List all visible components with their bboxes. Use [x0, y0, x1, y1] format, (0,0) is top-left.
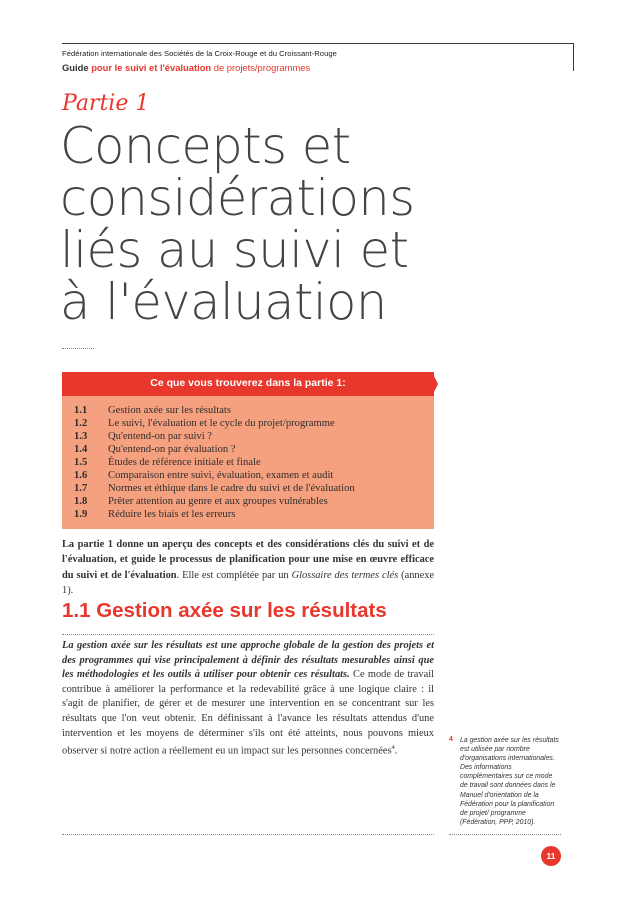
guide-title-part2: pour le suivi et l'évaluation	[91, 62, 212, 73]
contents-box-heading: Ce que vous trouverez dans la partie 1:	[62, 372, 434, 396]
part-label: Partie 1	[62, 91, 150, 116]
section-heading: 1.1 Gestion axée sur les résultats	[62, 599, 387, 622]
guide-title	[62, 62, 310, 73]
contents-item-text: Qu'entend-on par suivi ?	[108, 431, 212, 442]
contents-item-number: 1.1	[74, 405, 88, 416]
section-divider	[62, 634, 434, 635]
contents-item	[74, 483, 355, 494]
part-title	[60, 117, 415, 331]
contents-item	[74, 418, 335, 429]
contents-item-number: 1.4	[74, 444, 88, 455]
footnote-reference: 4	[391, 744, 395, 752]
guide-title-part3: de projets/programmes	[213, 62, 311, 73]
intro-paragraph	[62, 537, 434, 599]
section-lead: La gestion axée sur les résultats est une approche globale de la gestion des projets et des programmes qui vise principalement à définir des résultats mesurables ainsi que les méthodologies et les outils à utiliser pour obtenir ces résultats.	[62, 640, 434, 681]
header-tick	[573, 43, 574, 71]
contents-item-text: Prêter attention au genre et aux groupes vulnérables	[108, 496, 328, 507]
contents-item-text: Gestion axée sur les résultats	[108, 405, 231, 416]
glossary-reference: Glossaire des termes clés	[291, 569, 399, 581]
intro-text: . Elle est complétée par un	[176, 569, 292, 581]
contents-item-text: Qu'entend-on par évaluation ?	[108, 444, 236, 455]
intro-tail: (annexe 1).	[62, 569, 435, 597]
contents-item-number: 1.2	[74, 418, 88, 429]
contents-item	[74, 405, 231, 416]
contents-item	[74, 444, 236, 455]
section-text: Ce mode de travail contribue à améliorer la performance et la redevabilité grâce à une logique claire : il s'agit de planifier, de gérer et de mesurer une intervention en se concentrant sur les résultats que l'on veut obtenir. En définissant à l'avance les résultats attendus d'une intervention et les moyens de déterminer s'ils ont été atteints, nous pouvons mieux observer si notre action a réellement eu un impact sur les personnes concernées	[62, 669, 434, 757]
contents-item-number: 1.3	[74, 431, 88, 442]
footnote-divider	[449, 834, 561, 835]
contents-box-tab-tip	[432, 372, 438, 396]
contents-item	[74, 457, 261, 468]
contents-item-text: Normes et éthique dans le cadre du suivi et de l'évaluation	[108, 483, 355, 494]
contents-item-number: 1.7	[74, 483, 88, 494]
contents-item-number: 1.9	[74, 509, 88, 520]
guide-title-part1: Guide	[62, 62, 89, 73]
contents-item-number: 1.5	[74, 457, 88, 468]
title-divider	[62, 348, 94, 349]
contents-item	[74, 496, 328, 507]
part-title-line: Concepts et	[60, 117, 351, 175]
section-paragraph	[62, 639, 434, 759]
bottom-divider	[62, 834, 434, 835]
part-title-line: à l'évaluation	[60, 273, 387, 331]
page-number: 11	[541, 846, 561, 866]
footnote-text	[449, 736, 561, 827]
footnote-body: La gestion axée sur les résultats est utilisée par nombre d'organisations internationales. Des informations complémentaires sur ce mode de travail sont données dans le Manuel d'orientation de la Fédération pour la planification de projet/ programme (Fédération, PPP, 2010).	[460, 737, 559, 826]
contents-item-text: Le suivi, l'évaluation et le cycle du projet/programme	[108, 418, 335, 429]
footnote-number: 4	[449, 736, 453, 743]
header-rule	[62, 43, 574, 44]
intro-bold-text: La partie 1 donne un aperçu des concepts et des considérations clés du suivi et de l'évaluation, et guide le processus de planification pour une mise en œuvre efficace du suivi et de l'évaluation	[62, 539, 434, 581]
part-title-line: considérations	[60, 169, 415, 227]
organization-name: Fédération internationale des Sociétés de la Croix-Rouge et du Croissant-Rouge	[62, 49, 337, 58]
contents-item-number: 1.6	[74, 470, 88, 481]
part-title-line: liés au suivi et	[60, 221, 409, 279]
contents-item	[74, 509, 235, 520]
contents-item-text: Comparaison entre suivi, évaluation, examen et audit	[108, 470, 334, 481]
section-end: .	[394, 745, 398, 757]
contents-item-number: 1.8	[74, 496, 88, 507]
contents-item-text: Réduire les biais et les erreurs	[108, 509, 236, 520]
contents-item	[74, 431, 212, 442]
contents-box	[62, 396, 434, 529]
contents-item-text: Études de référence initiale et finale	[108, 457, 261, 468]
contents-item	[74, 470, 333, 481]
